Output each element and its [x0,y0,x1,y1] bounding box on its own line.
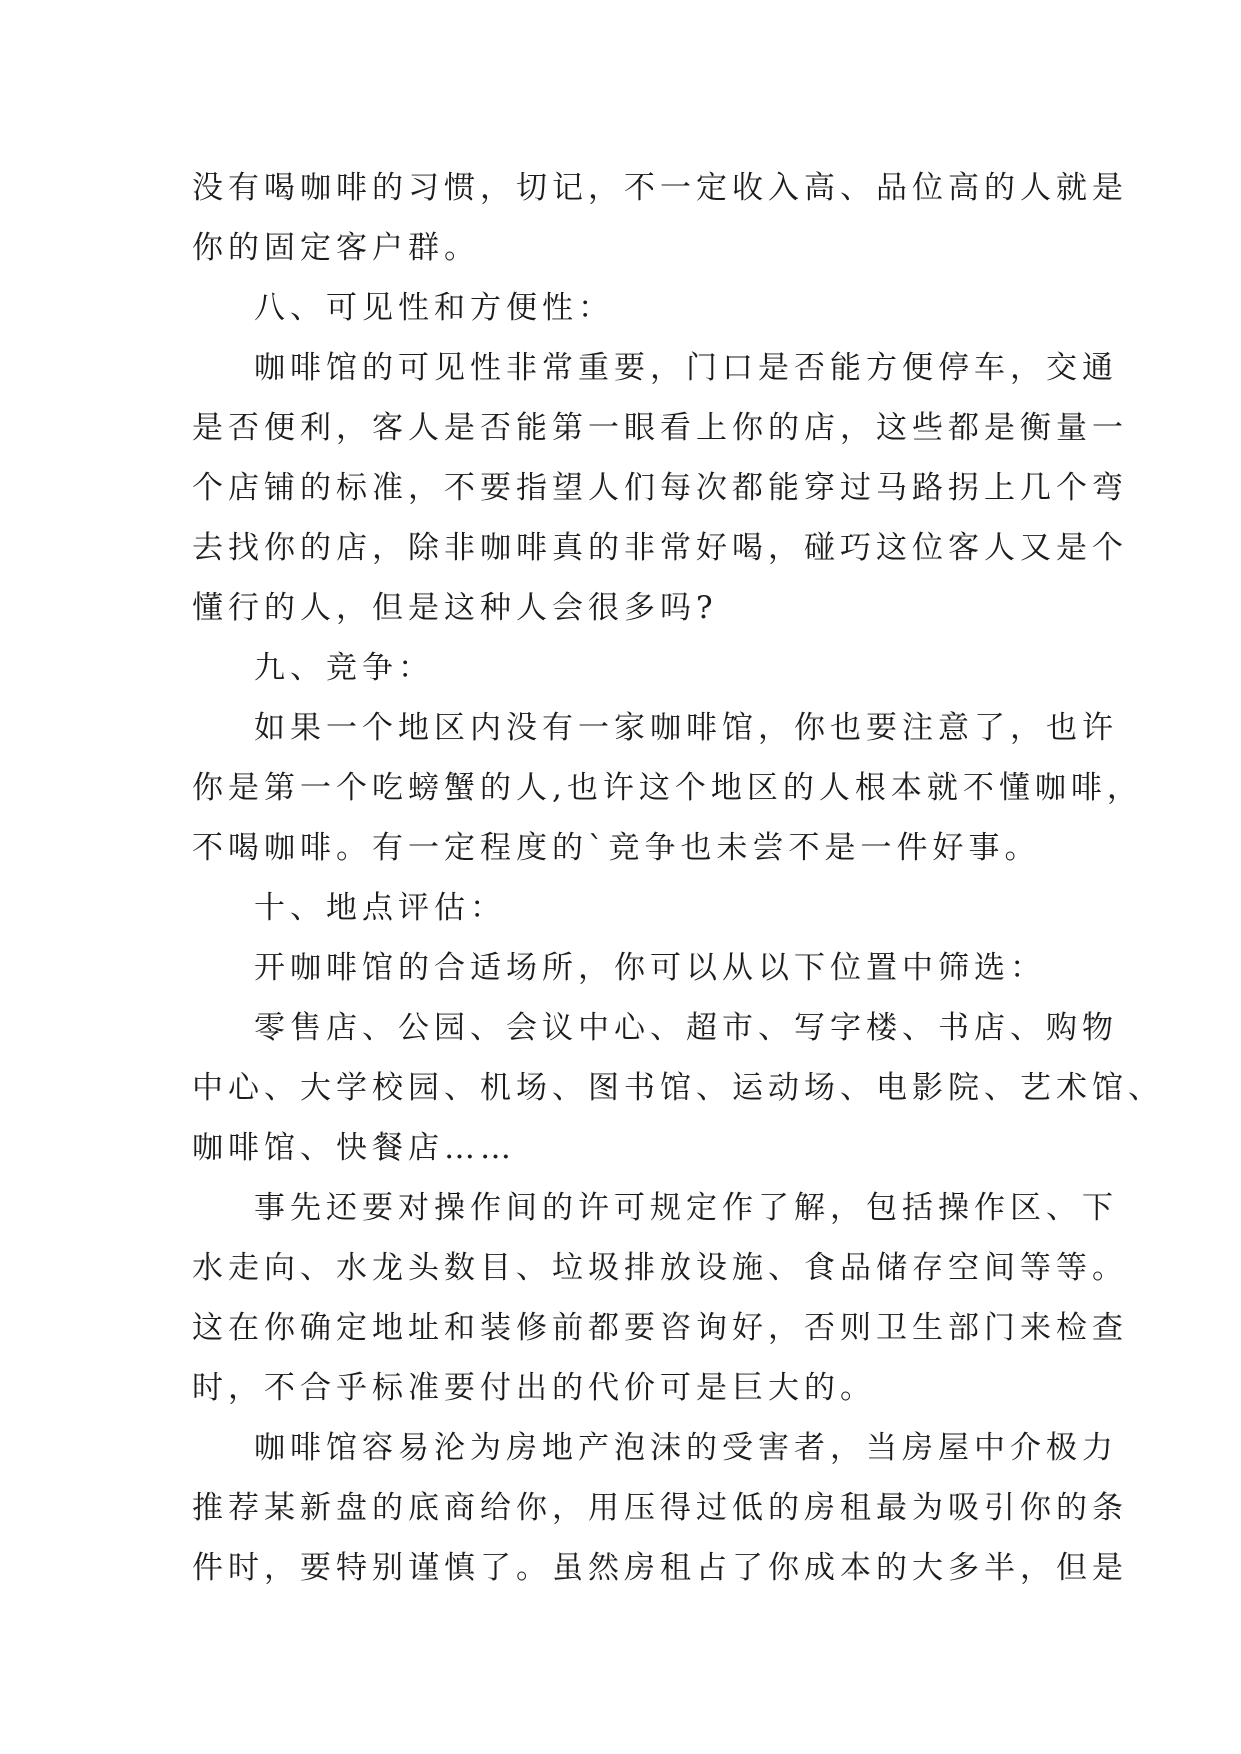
text-line: 不喝咖啡。有一定程度的`竞争也未尝不是一件好事。 [192,830,1041,866]
text-line: 水走向、水龙头数目、垃圾排放设施、食品储存空间等等。 [192,1250,1128,1286]
section-heading-9: 九、竞争： [254,650,434,686]
text-line: 咖啡馆容易沦为房地产泡沫的受害者，当房屋中介极力 [254,1430,1118,1466]
text-line: 中心、大学校园、机场、图书馆、运动场、电影院、艺术馆、 [192,1070,1164,1106]
text-line: 时，不合乎标准要付出的代价可是巨大的。 [192,1370,876,1406]
text-line: 事先还要对操作间的许可规定作了解，包括操作区、下 [254,1190,1118,1226]
text-line: 懂行的人，但是这种人会很多吗? [192,590,718,626]
text-line: 件时，要特别谨慎了。虽然房租占了你成本的大多半，但是 [192,1550,1128,1586]
text-line: 没有喝咖啡的习惯，切记，不一定收入高、品位高的人就是 [192,170,1128,206]
text-line: 如果一个地区内没有一家咖啡馆，你也要注意了，也许 [254,710,1118,746]
document-body [192,158,1164,1598]
text-line: 你是第一个吃螃蟹的人,也许这个地区的人根本就不懂咖啡， [192,770,1143,806]
text-line: 个店铺的标准，不要指望人们每次都能穿过马路拐上几个弯 [192,470,1128,506]
text-line: 咖啡馆、快餐店…… [192,1130,516,1166]
text-line: 是否便利，客人是否能第一眼看上你的店，这些都是衡量一 [192,410,1128,446]
text-line: 零售店、公园、会议中心、超市、写字楼、书店、购物 [254,1010,1118,1046]
text-line: 你的固定客户群。 [192,230,480,266]
text-line: 开咖啡馆的合适场所，你可以从以下位置中筛选： [254,950,1046,986]
section-heading-10: 十、地点评估： [254,890,506,926]
text-line: 咖啡馆的可见性非常重要，门口是否能方便停车，交通 [254,350,1118,386]
text-line: 去找你的店，除非咖啡真的非常好喝，碰巧这位客人又是个 [192,530,1128,566]
section-heading-8: 八、可见性和方便性： [254,290,614,326]
text-line: 推荐某新盘的底商给你，用压得过低的房租最为吸引你的条 [192,1490,1128,1526]
text-line: 这在你确定地址和装修前都要咨询好，否则卫生部门来检查 [192,1310,1128,1346]
